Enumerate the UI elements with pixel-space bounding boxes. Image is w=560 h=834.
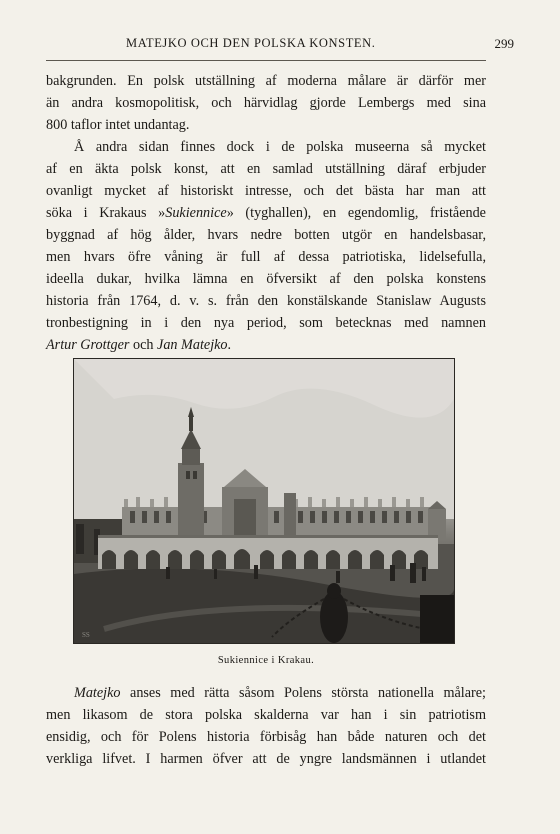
text-span: . — [227, 337, 232, 353]
text-line: byggnad af hög ålder, hvars nedre botten utgör en handelsbasar, — [46, 227, 486, 243]
body-text-bottom — [46, 682, 486, 770]
photo-signature: SS — [82, 631, 90, 639]
text-span: anses med rätta såsom Polens största nationella målare; — [120, 685, 486, 701]
text-line: men likasom de stora polska skalderna var han i sin patriotism — [46, 707, 486, 723]
page-number: 299 — [494, 36, 514, 51]
text-line: verkliga lifvet. I harmen öfver att de yngre landsmännen i utlandet — [46, 751, 486, 767]
photo-illustration — [74, 359, 454, 643]
text-line: Å andra sidan finnes dock i de polska museerna så mycket — [74, 139, 486, 155]
text-line — [46, 682, 486, 704]
text-line — [46, 202, 486, 224]
photo-sukiennice — [73, 358, 455, 644]
running-header — [46, 36, 514, 56]
text-line: men hvars öfre våning är full af dessa patriotiska, lidelsefulla, — [46, 249, 486, 265]
text-line: ideella dukar, hvilka lämna en öfversikt af den polska konstens — [46, 271, 486, 287]
italic-name: Artur Grottger — [46, 337, 130, 353]
text-span: och — [129, 337, 158, 353]
text-line: 800 taflor intet undantag. — [46, 117, 190, 133]
text-line: ensidig, och för Polens historia förbisåg han både naturen och det — [46, 729, 486, 745]
italic-name: Jan Matejko — [157, 337, 228, 353]
running-title: MATEJKO OCH DEN POLSKA KONSTEN. — [126, 36, 376, 50]
text-span: » (tyghallen), en egendomlig, fristående — [226, 205, 486, 221]
body-text-top — [46, 70, 486, 356]
text-line: ovanligt mycket af historiskt intresse, och det bästa har man att — [46, 183, 486, 199]
italic-name: Sukiennice — [165, 205, 227, 221]
text-line: historia från 1764, d. v. s. från den konstälskande Stanislaw Augusts — [46, 293, 486, 309]
text-line: än andra kosmopolitisk, och härvidlag gjorde Lembergs med sina — [46, 95, 486, 111]
header-rule — [46, 60, 486, 61]
text-line: af en äkta polsk konst, att en samlad utställning däraf erbjuder — [46, 161, 486, 177]
text-line: tronbestigning in i den nya period, som betecknas med namnen — [46, 315, 486, 331]
text-span: söka i Krakaus » — [46, 205, 166, 221]
text-line — [46, 334, 486, 356]
italic-name: Matejko — [74, 685, 121, 701]
figure-caption: Sukiennice i Krakau. — [217, 655, 315, 666]
text-line: bakgrunden. En polsk utställning af moderna målare är därför mer — [46, 73, 486, 89]
